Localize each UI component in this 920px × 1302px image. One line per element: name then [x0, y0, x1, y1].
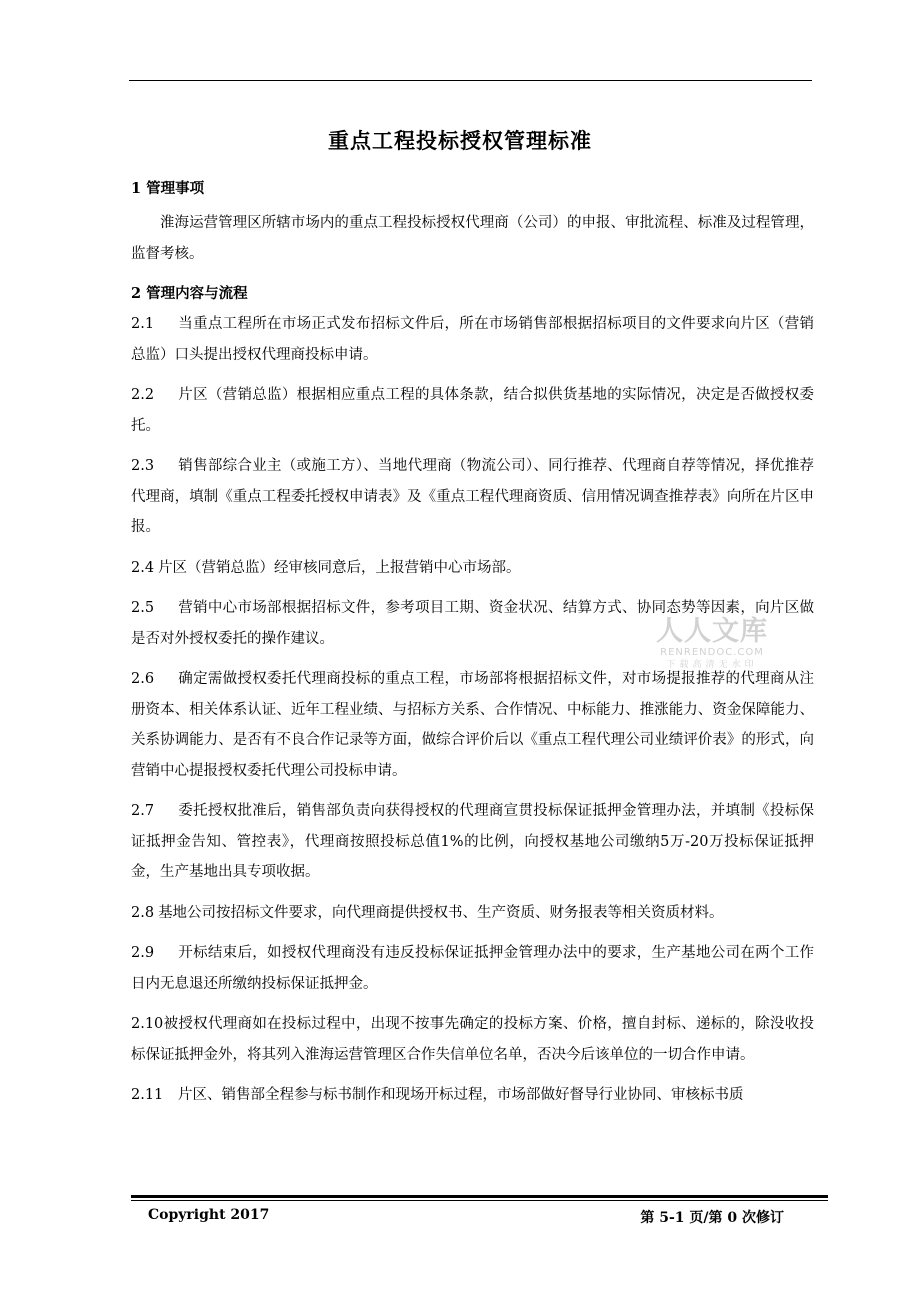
- clause-number: 2.2: [131, 387, 155, 403]
- clause-2-6: [131, 664, 814, 786]
- watermark-logo: [647, 617, 777, 671]
- clause-2-11: [131, 1080, 814, 1111]
- footer-rule-thin: [131, 1200, 828, 1201]
- clause-text: 片区（营销总监）经审核同意后，上报营销中心市场部。: [158, 559, 521, 576]
- document-title: 重点工程投标授权管理标准: [328, 128, 592, 153]
- clause-number: 2.11: [131, 1087, 164, 1103]
- section-heading-1: 1 管理事项: [131, 180, 205, 197]
- clause-2-1: [131, 309, 814, 370]
- watermark-main-text: 人人文库: [656, 616, 768, 647]
- clause-text: 基地公司按招标文件要求，向代理商提供授权书、生产资质、财务报表等相关资质材料。: [158, 904, 724, 921]
- clause-text: 确定需做授权委托代理商投标的重点工程，市场部将根据招标文件，对市场提报推荐的代理商从注册资本、相关体系认证、近年工程业绩、与招标方关系、合作情况、中标能力、推涨能力、资金保障能力、关系协调能力、是否有不良合作记录等方面，做综合评价后以《重点工程代理公司业绩评价表》的形式，向营销中心提报授权委托代理公司投标申请。: [131, 671, 814, 779]
- footer-page-number: 第 5-1 页/第 0 次修订: [640, 1210, 784, 1226]
- clause-number: 2.1: [131, 316, 155, 332]
- section-heading-2: 2 管理内容与流程: [131, 285, 248, 302]
- clause-2-8: [131, 898, 814, 929]
- clause-number: 2.5: [131, 600, 155, 616]
- footer-copyright: Copyright 2017: [148, 1207, 270, 1223]
- clause-2-2: [131, 380, 814, 441]
- clause-number: 2.4: [131, 559, 155, 576]
- watermark-site-text: RENRENDOC.COM: [660, 647, 764, 658]
- footer-rule-thick: [131, 1195, 828, 1198]
- clause-text: 开标结束后，如授权代理商没有违反投标保证抵押金管理办法中的要求，生产基地公司在两个工作日内无息退还所缴纳投标保证抵押金。: [131, 945, 814, 992]
- clause-number: 2.9: [131, 945, 155, 961]
- clause-text: 委托授权批准后，销售部负责向获得授权的代理商宣贯投标保证抵押金管理办法，并填制《投标保证抵押金告知、管控表》，代理商按照投标总值1%的比例，向授权基地公司缴纳5万-20万投标保证抵押金，生产基地出具专项收据。: [131, 803, 814, 880]
- clause-text: 营销中心市场部根据招标文件，参考项目工期、资金状况、结算方式、协同态势等因素，向片区做是否对外授权委托的操作建议。: [131, 600, 814, 647]
- header-rule: [129, 80, 812, 81]
- clause-number: 2.6: [131, 671, 155, 687]
- section-1-intro: 淮海运营管理区所辖市场内的重点工程投标授权代理商（公司）的申报、审批流程、标准及过程管理，监督考核。: [131, 215, 814, 262]
- clause-2-3: [131, 451, 814, 543]
- clause-number: 2.8: [131, 904, 155, 921]
- clause-number: 2.10: [131, 1016, 164, 1032]
- clause-number: 2.7: [131, 803, 155, 819]
- clause-2-7: [131, 796, 814, 888]
- clause-2-9: [131, 938, 814, 999]
- clause-text: 销售部综合业主（或施工方）、当地代理商（物流公司）、同行推荐、代理商自荐等情况，择优推荐代理商，填制《重点工程委托授权申请表》及《重点工程代理商资质、信用情况调查推荐表》向所在片区申报。: [131, 458, 814, 535]
- clause-text: 当重点工程所在市场正式发布招标文件后，所在市场销售部根据招标项目的文件要求向片区（营销总监）口头提出授权代理商投标申请。: [131, 316, 814, 363]
- clause-2-4: [131, 553, 814, 584]
- clause-text: 片区（营销总监）根据相应重点工程的具体条款，结合拟供货基地的实际情况，决定是否做授权委托。: [131, 387, 814, 434]
- clause-2-10: [131, 1009, 814, 1070]
- clause-text: 被授权代理商如在投标过程中，出现不按事先确定的投标方案、价格，擅自封标、递标的，除没收投标保证抵押金外，将其列入淮海运营管理区合作失信单位名单，否决今后该单位的一切合作申请。: [131, 1016, 814, 1063]
- watermark-sub-text: 下载高清无水印: [666, 660, 758, 670]
- clause-text: 片区、销售部全程参与标书制作和现场开标过程，市场部做好督导行业协同、审核标书质: [178, 1087, 744, 1103]
- clause-number: 2.3: [131, 458, 155, 474]
